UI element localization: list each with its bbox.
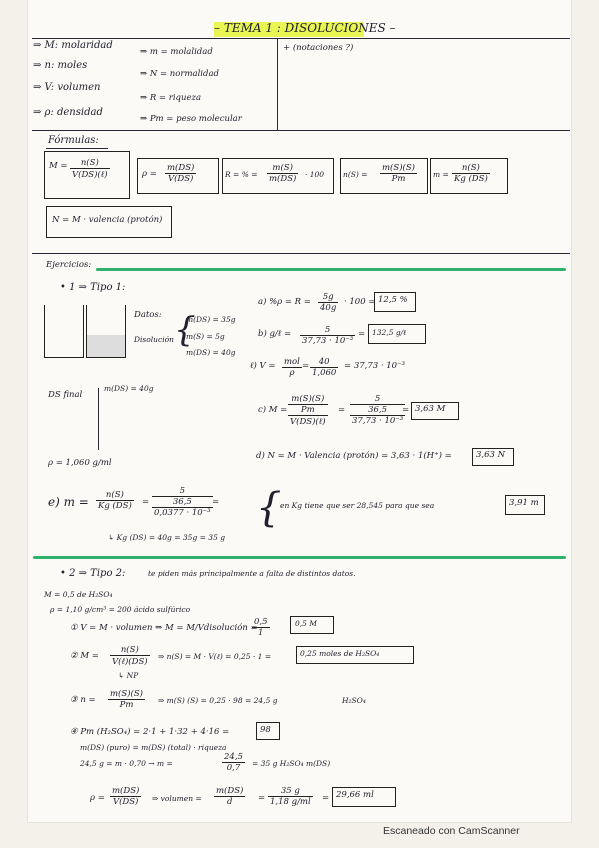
definition-left-0: ⇒ M: molaridad	[33, 40, 113, 51]
ex1-b2-denominator: ρ	[289, 368, 295, 378]
ex1-ds-final-bracket	[98, 388, 99, 450]
ex1-c-denominator2: 37,73 · 10⁻³	[352, 416, 404, 426]
ex2-rho-fraction	[110, 786, 141, 807]
ex2-step2-denominator: V(ℓ)(DS)	[112, 657, 148, 667]
ex1-ds-final-value: m(DS) = 40g	[104, 384, 154, 393]
definition-right-0: + (notaciones ?)	[283, 43, 354, 53]
ex2-step2-result: 0,25 moles de H₂SO₄	[300, 649, 380, 658]
ex2-step4-numerator: 24,5	[224, 752, 243, 762]
ex2-step3-fraction	[108, 689, 145, 710]
ex2-title: • 2 ⇒ Tipo 2:	[60, 568, 126, 579]
ex1-e-numerator2: 5	[152, 486, 213, 497]
ex2-step1: ① V = M · volumen ⇒ M = M/Vdisolución =	[70, 623, 258, 633]
ex2-step3-tail: H₂SO₄	[342, 696, 366, 705]
definition-middle-3: ⇒ Pm = peso molecular	[140, 114, 242, 124]
ex1-b2-fraction	[282, 357, 302, 378]
formula-density-fraction	[165, 163, 196, 184]
ex1-disolucion-label: Disolución	[134, 335, 174, 344]
formula-molarity-lhs: M =	[49, 161, 68, 171]
ex2-rho-numerator2: m(DS)	[216, 786, 244, 796]
ex2-step4-fraction	[222, 752, 245, 773]
formula-moles-fraction	[380, 163, 417, 184]
ex2-step3-middle: ⇒ m(S) (S) = 0,25 · 98 = 24,5 g	[158, 696, 278, 705]
ex1-b2-denominator2: 1,060	[312, 368, 337, 378]
definitions-divider	[277, 38, 278, 130]
formula-molality-denominator: Kg (DS)	[454, 174, 488, 184]
ex2-step4-line2: m(DS) (puro) = m(DS) (total) · riqueza	[80, 743, 227, 752]
ex1-b-numerator: 5	[300, 325, 355, 336]
ex2-step3-lhs: ③ n =	[70, 695, 96, 705]
ex1-c-middle: Pm	[288, 405, 328, 416]
ex1-b2-lhs: ℓ) V =	[250, 361, 276, 371]
ex1-data-label: Datos:	[134, 310, 162, 320]
definition-middle-2: ⇒ R = riqueza	[140, 93, 202, 103]
beaker-right	[86, 305, 126, 358]
ex2-step4-line3-tail: = 35 g H₂SO₄ m(DS)	[252, 759, 331, 768]
ex1-e-middle2: 36,5	[152, 497, 213, 508]
ex1-e-denominator: Kg (DS)	[98, 501, 132, 511]
ex2-rho-middle: ⇒ volumen =	[152, 794, 202, 803]
ex1-c-numerator2: 5	[350, 394, 405, 405]
formula-molality-lhs: m =	[433, 170, 449, 179]
definition-left-1: ⇒ n: moles	[33, 60, 88, 71]
formulas-bottom-rule	[32, 253, 570, 254]
ex1-a-tail: · 100 =	[344, 297, 376, 307]
formula-normality: N = M · valencia (protón)	[52, 215, 163, 225]
ex1-b2-numerator2: 40	[310, 357, 338, 368]
ex1-e-denominator2: 0,0377 · 10⁻³	[154, 508, 211, 518]
formulas-heading-underline	[46, 148, 108, 149]
ex1-c-result: 3,63 M	[415, 404, 446, 414]
formula-molarity-denominator: V(DS)(ℓ)	[72, 170, 108, 180]
ex2-given-2: ρ = 1,10 g/cm³ = 200 ácido sulfúrico	[50, 605, 191, 614]
formula-moles-lhs: n(S) =	[343, 170, 368, 179]
ex2-step4-line3: 24,5 g = m · 0,70 → m =	[80, 759, 173, 768]
ex1-data-1: m(S) = 5g	[186, 332, 225, 341]
ex2-rho-fraction3	[268, 786, 313, 807]
formula-density-lhs: ρ =	[142, 169, 157, 179]
formula-density-numerator: m(DS)	[167, 163, 195, 173]
formula-molality-fraction	[452, 163, 490, 184]
ex1-e-brace: {	[256, 485, 282, 531]
ex1-data-2: m(DS) = 40g	[186, 348, 236, 357]
scanner-watermark: Escaneado con CamScanner	[383, 825, 520, 837]
ex1-b2-eq: =	[302, 361, 310, 371]
ex1-a-lhs: a) %ρ = R =	[258, 297, 311, 307]
ex1-title: • 1 ⇒ Tipo 1:	[60, 282, 126, 293]
ex1-c-lhs: c) M =	[258, 405, 288, 415]
ex2-rho-numerator: m(DS)	[112, 786, 140, 796]
formula-molarity-numerator: n(S)	[70, 158, 110, 169]
ex2-step1-fraction	[252, 617, 270, 638]
ex2-step2-fraction	[110, 645, 150, 667]
ex1-d-text: d) N = M · Valencia (protón) = 3,63 · 1(H⁺) =	[256, 451, 452, 461]
ex1-b2-tail: = 37,73 · 10⁻³	[344, 361, 405, 371]
ex2-step1-numerator: 0,5	[254, 617, 268, 627]
formula-molality-numerator: n(S)	[452, 163, 490, 174]
ex1-ds-final: DS final	[48, 390, 83, 400]
formula-riqueza-fraction	[267, 163, 298, 184]
ex2-rho-result: 29,66 ml	[336, 790, 374, 800]
ex1-a-fraction	[318, 292, 338, 313]
ex2-rho-numerator3: 35 g	[268, 786, 313, 797]
ex2-rho-lhs: ρ =	[90, 793, 105, 803]
exercise2-green-divider	[33, 556, 566, 559]
ex1-c-fraction	[288, 394, 328, 427]
ex1-b-denominator: 37,73 · 10⁻³	[302, 336, 354, 346]
exercises-green-divider	[96, 268, 566, 271]
ex1-data-brace: {	[174, 310, 196, 350]
ex1-e-tail: =	[212, 497, 220, 507]
ex1-b2-fraction2	[310, 357, 338, 378]
ex2-step2-numerator: n(S)	[110, 645, 150, 656]
ex1-b-result: 132,5 g/ℓ	[372, 328, 407, 337]
ex2-rho-fraction2	[214, 786, 245, 807]
ex1-a-numerator: 5g	[318, 292, 338, 303]
ex2-step2-middle: ⇒ n(S) = M · V(ℓ) = 0,25 · 1 =	[158, 652, 272, 661]
ex2-rho-denominator: V(DS)	[112, 797, 139, 807]
ex2-step3-numerator: m(S)(S)	[110, 689, 143, 699]
ex2-step3-denominator: Pm	[119, 700, 134, 710]
formula-riqueza-numerator: m(S)	[267, 163, 298, 174]
ex2-step4-denominator: 0,7	[226, 763, 241, 773]
ex1-e-fraction	[96, 490, 134, 511]
formula-riqueza-denominator: m(DS)	[269, 174, 297, 184]
ex1-b2-numerator: mol	[284, 357, 300, 367]
ex2-rho-tail: =	[322, 793, 330, 803]
ex2-step1-result: 0,5 M	[295, 619, 317, 628]
ex2-rho-denominator3: 1,18 g/ml	[270, 797, 311, 807]
ex1-c-fraction2	[350, 394, 405, 426]
formulas-heading: Fórmulas:	[48, 135, 99, 146]
ex1-c-denominator: V(DS)(ℓ)	[290, 417, 326, 427]
beaker-left	[44, 305, 84, 358]
ex1-e-lhs: e) m =	[48, 495, 89, 509]
ex1-e-fraction2	[152, 486, 213, 518]
ex1-b-fraction	[300, 325, 355, 346]
ex2-given-1: M = 0,5 de H₂SO₄	[44, 590, 113, 599]
ex2-step4: ④ Pm (H₂SO₄) = 2·1 + 1·32 + 4·16 =	[70, 727, 230, 737]
ex1-c-eq: =	[338, 405, 346, 415]
formula-riqueza-tail: · 100	[305, 170, 325, 179]
ex1-c-numerator: m(S)(S)	[288, 394, 328, 405]
ex1-data-0: m(DS) = 35g	[186, 315, 236, 324]
ex1-c-tail: =	[402, 405, 410, 415]
ex2-step4-result: 98	[260, 725, 271, 735]
ex1-e-note: ↳ Kg (DS) = 40g = 35g = 35 g	[108, 533, 226, 542]
ex1-c-middle2: 36,5	[350, 405, 405, 416]
ex1-b-tail: =	[358, 329, 366, 339]
formula-density-denominator: V(DS)	[167, 174, 194, 184]
exercises-heading: Ejercicios:	[46, 260, 92, 270]
page-title: – TEMA 1 : DISOLUCIONES –	[214, 21, 396, 35]
ex2-rho-denominator2: d	[226, 797, 233, 807]
ex2-step2-note: ↳ NP	[118, 671, 139, 680]
ex2-rho-eq: =	[258, 793, 266, 803]
formula-riqueza-lhs: R = % =	[225, 170, 258, 179]
ex2-step2-lhs: ② M =	[70, 651, 99, 661]
ex1-e-numerator: n(S)	[96, 490, 134, 501]
formula-moles-numerator: m(S)(S)	[382, 163, 415, 173]
ex1-a-denominator: 40g	[320, 303, 337, 313]
ex1-a-result: 12,5 %	[378, 295, 408, 305]
ex1-e-comment: en Kg tiene que ser 28,545 para que sea	[280, 501, 435, 510]
ex1-density: ρ = 1,060 g/ml	[48, 458, 112, 468]
ex1-b-lhs: b) g/ℓ =	[258, 329, 292, 339]
ex2-step1-denominator: 1	[258, 628, 264, 638]
formula-moles-denominator: Pm	[391, 174, 406, 184]
definition-middle-1: ⇒ N = normalidad	[140, 69, 219, 79]
ex1-d-result: 3,63 N	[476, 450, 506, 460]
formulas-top-rule	[32, 130, 570, 131]
definition-middle-0: ⇒ m = molalidad	[140, 47, 213, 57]
ex1-e-result: 3,91 m	[509, 498, 539, 508]
ex2-title-tail: te piden más principalmente a falta de distintos datos.	[148, 569, 356, 578]
definition-left-3: ⇒ ρ: densidad	[33, 107, 103, 118]
ex1-e-eq: =	[142, 497, 150, 507]
definition-left-2: ⇒ V: volumen	[33, 82, 101, 93]
formula-molarity-fraction	[70, 158, 110, 180]
